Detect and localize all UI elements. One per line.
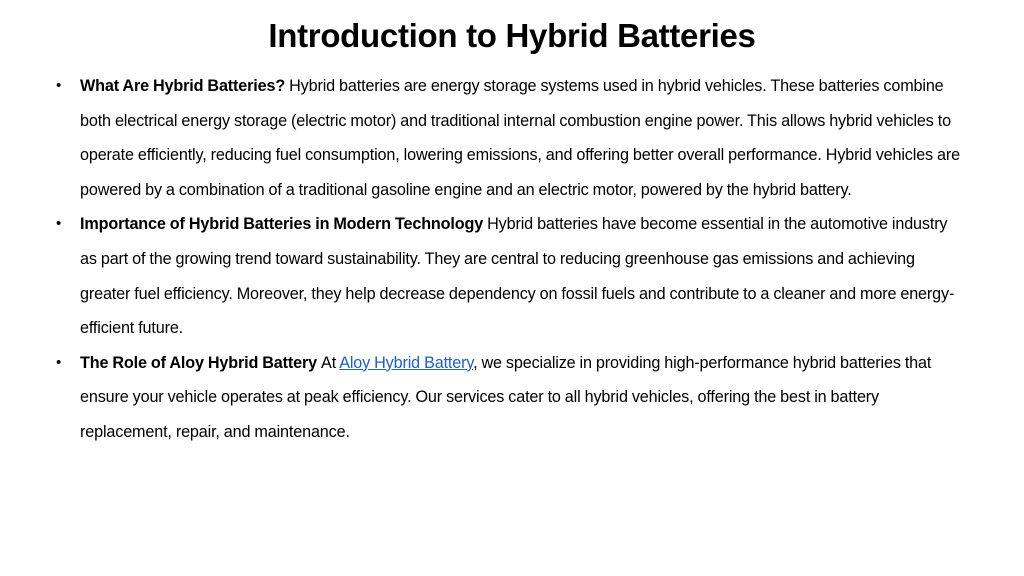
bullet-point-icon: • — [56, 353, 62, 371]
bullet-item-importance — [56, 207, 960, 345]
bullet-body: Hybrid batteries are energy storage systems used in hybrid vehicles. These batteries combine both electrical energy storage (electric motor) and traditional internal combustion engine power. This allows hybrid vehicles to operate efficiently, reducing fuel consumption, lowering emissions, and offering better overall performance. Hybrid vehicles are powered by a combination of a traditional gasoline engine and an electric motor, powered by the hybrid battery. — [80, 77, 960, 199]
bullet-heading: What Are Hybrid Batteries? — [80, 77, 290, 95]
bullet-heading: The Role of Aloy Hybrid Battery — [80, 353, 322, 372]
bullet-body-prefix: At — [321, 353, 340, 372]
bullet-body: , we specialize in providing high-performance hybrid batteries that ensure your vehicle operates at peak efficiency. Our services cater to all hybrid vehicles, offering the best in battery replacement, repair, and maintenance. — [80, 353, 932, 441]
bullet-point-icon: • — [56, 77, 62, 94]
bullet-body: Hybrid batteries have become essential in the automotive industry as part of the growing trend toward sustainability. They are central to reducing greenhouse gas emissions and achieving greater fuel efficiency. Moreover, they help decrease dependency on fossil fuels and contribute to a cleaner and more energy-efficient future. — [80, 215, 955, 338]
aloy-hybrid-battery-link[interactable]: Aloy Hybrid Battery — [339, 353, 474, 372]
bullet-heading: Importance of Hybrid Batteries in Modern Technology — [80, 215, 488, 234]
bullet-list — [56, 69, 960, 450]
bullet-item-what-are-hybrid-batteries — [56, 69, 960, 207]
slide-title: Introduction to Hybrid Batteries — [268, 17, 756, 54]
bullet-point-icon: • — [56, 215, 62, 233]
bullet-item-role-of-aloy — [56, 346, 960, 450]
